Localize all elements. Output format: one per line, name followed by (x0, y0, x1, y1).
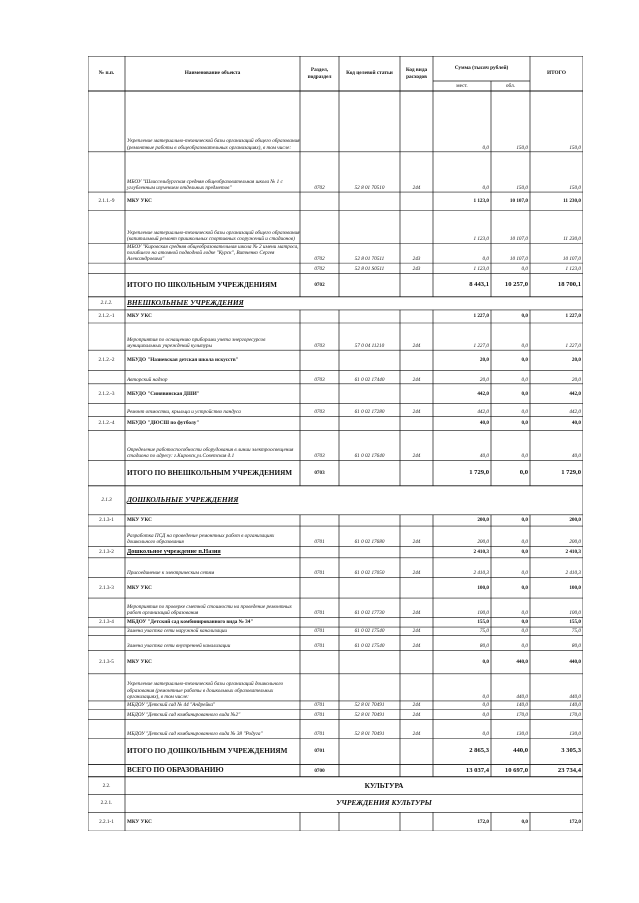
row-kvr: 244 (412, 539, 421, 546)
row-number (88, 152, 125, 192)
col-header-kvr: Код вида расходов (405, 67, 428, 80)
row-razdel (300, 310, 339, 323)
row-obl: 10 697,0 (504, 766, 528, 774)
row-number (88, 598, 125, 618)
row-kcs: 52 8 01 70491 (354, 712, 385, 719)
row-razdel: 0702 (314, 255, 325, 262)
row-itogo: 23 734,4 (557, 766, 581, 774)
col-header-name: Наименование объекта (184, 70, 241, 77)
row-razdel: 0703 (314, 409, 325, 416)
row-itogo: 18 700,1 (557, 281, 581, 288)
row-razdel: 0702 (314, 184, 325, 191)
row-razdel: 0702 (314, 266, 325, 273)
row-itogo: 20,0 (571, 376, 581, 383)
row-razdel: 0701 (314, 702, 325, 709)
row-obl: 0,0 (521, 313, 528, 320)
row-mest: 1 123,0 (473, 198, 489, 205)
row-mest: 20,0 (479, 357, 489, 364)
row-razdel: 0701 (314, 570, 325, 577)
row-kvr: 244 (412, 342, 421, 349)
row-razdel (300, 350, 339, 371)
row-razdel (300, 577, 339, 598)
row-kcs (339, 812, 400, 831)
row-number: 2.1.3-3 (99, 584, 114, 591)
row-kvr: 244 (412, 453, 421, 460)
row-itogo: 3 305,3 (561, 747, 581, 755)
row-kcs: 61 0 02 17730 (354, 610, 385, 617)
row-name: Укрепление материально-технической базы организаций общего образования (капитальный ремонт пришкольных спортивных сооружений и стадионов) (127, 230, 300, 243)
row-obl: 130,0 (516, 731, 528, 738)
row-kcs (339, 577, 400, 598)
row-name: Замена участка сети наружной канализации (127, 628, 228, 635)
row-number: 2.1.1.-9 (98, 198, 115, 205)
row-razdel (300, 417, 339, 431)
row-mest: 442,0 (477, 390, 489, 397)
row-mest: 1 123,0 (473, 236, 489, 243)
row-itogo: 75,0 (571, 628, 581, 635)
row-razdel (300, 547, 339, 558)
row-name: Ремонт отмостки, крыльца и устройство пандуса (127, 409, 241, 416)
row-name: МБДОУ "Детский сад № 44 "Андрейка" (127, 702, 216, 709)
row-itogo: 2 410,3 (565, 570, 581, 577)
row-itogo: 172,0 (569, 818, 581, 825)
row-obl: 10 107,0 (509, 236, 528, 243)
row-kvr (400, 577, 433, 598)
row-obl: 0,0 (521, 266, 528, 273)
row-itogo: 440,0 (569, 659, 581, 666)
row-number: 2.1.3-4 (99, 619, 114, 626)
row-kvr: 244 (412, 702, 421, 709)
row-razdel: 0703 (314, 342, 325, 349)
row-number (88, 91, 125, 152)
row-name: МКУ УКС (127, 818, 152, 825)
row-razdel: 0700 (314, 767, 325, 774)
row-itogo: 150,0 (569, 184, 581, 191)
row-razdel: 0701 (314, 628, 325, 635)
row-kvr (400, 91, 433, 152)
row-name: Замена участка сети внутренней канализации (127, 643, 231, 650)
row-number (88, 273, 125, 296)
row-name: МБУДО "Назиевская детская школа искусств" (127, 357, 239, 364)
row-number (88, 526, 125, 547)
row-number: 2.1.3-1 (99, 517, 114, 524)
row-kcs (339, 310, 400, 323)
row-number (88, 765, 125, 777)
row-itogo: 11 230,0 (563, 198, 581, 205)
col-header-mest: мест. (456, 82, 468, 89)
row-obl: 440,0 (513, 747, 528, 755)
row-itogo: 1 227,0 (565, 342, 581, 349)
row-kvr: 243 (412, 255, 421, 262)
row-kvr: 244 (412, 643, 421, 650)
row-kcs (339, 650, 400, 673)
row-kcs (339, 765, 400, 777)
row-kvr: 244 (412, 184, 421, 191)
row-name: МБОУ "Шлиссельбургская средняя общеобразовательная школа № 1 с углубленным изучением отдельных предметов" (127, 178, 283, 191)
row-razdel: 0701 (314, 610, 325, 617)
row-number: 2.2.1. (100, 800, 113, 807)
row-razdel: 0703 (314, 453, 325, 460)
row-obl: 0,0 (521, 643, 528, 650)
row-itogo: 1 729,0 (561, 469, 581, 477)
row-number (88, 403, 125, 416)
row-name: ВСЕГО ПО ОБРАЗОВАНИЮ (127, 766, 224, 775)
row-mest: 20,0 (479, 376, 489, 383)
row-itogo: 40,0 (571, 420, 581, 427)
row-itogo: 200,0 (569, 517, 581, 524)
row-kcs (339, 618, 400, 627)
row-name: ИТОГО ПО ДОШКОЛЬНЫМ УЧРЕЖДЕНИЯМ (127, 747, 288, 756)
row-kvr (400, 211, 433, 244)
row-number (88, 709, 125, 719)
row-name: Определение работоспособности оборудования в линии электроосвещения стадиона по адресу: г.Кировск,ул.Советская д.1 (127, 447, 294, 460)
row-number: 2.1.2.-3 (98, 390, 115, 397)
row-itogo: 40,0 (571, 453, 581, 460)
row-mest: 13 037,4 (465, 766, 489, 774)
row-number: 2.1.2.-2 (98, 357, 115, 364)
row-obl: 0,0 (521, 409, 528, 416)
row-kcs: 61 0 02 17280 (354, 409, 385, 416)
row-mest: 200,0 (477, 539, 489, 546)
row-mest: 1 227,0 (473, 342, 489, 349)
row-mest: 172,0 (477, 818, 489, 825)
row-kvr: 244 (412, 712, 421, 719)
row-kvr (400, 417, 433, 431)
row-obl: 150,0 (516, 184, 528, 191)
row-mest: 2 410,3 (473, 570, 489, 577)
row-mest: 40,0 (479, 420, 489, 427)
row-kvr (400, 650, 433, 673)
row-kvr (400, 350, 433, 371)
row-name: Дошкольное учреждение п.Назия (127, 548, 221, 556)
row-razdel: 0703 (314, 376, 325, 383)
col-header-number: № п.п. (98, 70, 115, 77)
row-kvr (400, 461, 433, 486)
row-mest: 80,0 (479, 643, 489, 650)
row-kcs (339, 738, 400, 764)
row-mest: 0,0 (482, 144, 489, 151)
row-name: МКУ УКС (127, 198, 152, 205)
row-kcs (339, 192, 400, 211)
row-itogo: 10 107,0 (562, 255, 581, 262)
row-number: 2.1.2. (100, 300, 113, 307)
row-name: МБОУ "Кировская средняя общеобразовательная школа № 2 имени матроса, погибшего на атомной подводной лодке "Курск", Витченко Сергея Александровича" (127, 243, 299, 262)
row-mest: 0,0 (482, 693, 489, 700)
row-mest: 2 865,3 (469, 747, 489, 755)
row-number (88, 558, 125, 578)
row-obl: 0,0 (521, 818, 528, 825)
row-name: Авторский надзор (127, 376, 168, 383)
row-number: 2.1.2.-4 (98, 420, 115, 427)
row-obl: 0,0 (519, 469, 528, 477)
row-kcs: 57 0 04 11210 (354, 342, 385, 349)
row-kvr (400, 618, 433, 627)
row-mest: 0,0 (482, 255, 489, 262)
row-itogo: 2 410,3 (565, 549, 581, 556)
row-razdel: 0703 (314, 470, 325, 477)
row-obl: 440,0 (516, 659, 528, 666)
row-number (88, 635, 125, 650)
col-header-obl: обл. (505, 82, 516, 89)
row-kvr (400, 273, 433, 296)
row-razdel (300, 192, 339, 211)
row-number: 2.2. (102, 782, 111, 789)
row-razdel: 0702 (314, 282, 325, 288)
row-name: МКУ УКС (127, 313, 152, 320)
row-kvr (400, 547, 433, 558)
row-kcs: 61 0 02 17440 (354, 376, 385, 383)
row-itogo: 130,0 (569, 731, 581, 738)
row-number: 2.1.3-2 (99, 549, 114, 556)
row-kcs (339, 211, 400, 244)
row-mest: 0,0 (482, 659, 489, 666)
row-razdel (300, 384, 339, 404)
row-obl: 0,0 (521, 376, 528, 383)
row-obl: 0,0 (521, 570, 528, 577)
row-mest: 0,0 (482, 731, 489, 738)
row-mest: 40,0 (479, 453, 489, 460)
row-mest: 0,0 (482, 702, 489, 709)
row-number (88, 701, 125, 709)
row-itogo: 442,0 (569, 390, 581, 397)
row-obl: 0,0 (521, 453, 528, 460)
row-name: Мероприятия по оснащению приборами учета энергоресурсов муниципальных учреждений культуры (127, 336, 266, 349)
row-itogo: 155,0 (569, 619, 581, 626)
row-name: МБДОУ "Детский сад комбинированного вида №2" (127, 712, 241, 719)
row-mest: 200,0 (477, 517, 489, 524)
col-header-razdel: Раздел, подраздел (307, 67, 332, 80)
row-name: Присоединение к электрическим сетям (127, 570, 215, 577)
row-razdel (300, 812, 339, 831)
row-number (88, 371, 125, 384)
row-mest: 1 123,0 (473, 266, 489, 273)
row-name: МКУ УКС (127, 584, 152, 591)
row-kcs (339, 461, 400, 486)
row-kvr (400, 384, 433, 404)
row-mest: 2 410,3 (473, 549, 489, 556)
row-mest: 75,0 (479, 628, 489, 635)
row-itogo: 100,0 (569, 584, 581, 591)
row-itogo: 442,0 (569, 409, 581, 416)
row-name: Укрепление материально-технической базы организаций дошкольного образования (ремонтные работы в дошкольных образовательных организациях), в том числе: (127, 681, 284, 700)
row-number: 2.1.2.-1 (98, 313, 115, 320)
row-name: МБДОУ "Детский сад комбинированного вида № 34" (127, 619, 254, 626)
row-name: МКУ УКС (127, 659, 152, 666)
row-kcs: 61 0 02 17680 (354, 539, 385, 546)
row-name (125, 263, 300, 273)
row-kvr: 244 (412, 610, 421, 617)
row-name: Укрепление материально-технической базы организаций общего образования (ремонтные работы в общеобразовательных организациях), в том числе: (127, 138, 300, 151)
row-name: МКУ УКС (127, 517, 152, 524)
row-mest: 0,0 (482, 712, 489, 719)
row-kcs (339, 547, 400, 558)
row-mest: 8 443,1 (469, 281, 489, 288)
row-number (88, 323, 125, 350)
row-itogo: 150,0 (569, 144, 581, 151)
row-razdel (300, 211, 339, 244)
row-obl: 0,0 (521, 610, 528, 617)
row-kcs (339, 384, 400, 404)
row-itogo: 100,0 (569, 610, 581, 617)
row-number (88, 431, 125, 461)
row-kvr: 244 (412, 570, 421, 577)
row-obl: 0,0 (521, 584, 528, 591)
row-razdel: 0701 (314, 539, 325, 546)
row-kcs (339, 91, 400, 152)
row-mest: 1 729,0 (469, 469, 489, 477)
row-kcs (339, 273, 400, 296)
row-name: УЧРЕЖДЕНИЯ КУЛЬТУРЫ (336, 798, 432, 808)
row-kvr: 243 (412, 266, 421, 273)
row-number: 2.1.3-5 (99, 659, 114, 666)
row-kcs (339, 674, 400, 701)
row-obl: 10 107,0 (509, 255, 528, 262)
row-mest: 100,0 (477, 584, 489, 591)
row-obl: 0,0 (521, 619, 528, 626)
row-kvr: 244 (412, 409, 421, 416)
row-number (88, 461, 125, 486)
row-obl: 0,0 (521, 539, 528, 546)
row-mest: 155,0 (477, 619, 489, 626)
row-name: МБДОУ "Детский сад комбинированного вида № 38 "Родуга" (127, 731, 263, 738)
row-kcs (339, 350, 400, 371)
row-kvr (400, 192, 433, 211)
row-name: Разработка ПСД на проведение ремонтных работ в организациях дошкольного образования (127, 533, 275, 546)
row-razdel (300, 650, 339, 673)
row-kcs (339, 515, 400, 526)
row-mest: 100,0 (477, 610, 489, 617)
row-kcs: 61 0 02 17640 (354, 453, 385, 460)
row-number (88, 738, 125, 764)
row-kvr: 244 (412, 731, 421, 738)
row-razdel (300, 674, 339, 701)
row-obl: 0,0 (521, 628, 528, 635)
row-obl: 0,0 (521, 549, 528, 556)
row-obl: 0,0 (521, 420, 528, 427)
row-kcs: 52 8 01 70491 (354, 731, 385, 738)
row-kvr: 244 (412, 628, 421, 635)
row-kvr (400, 515, 433, 526)
row-number (88, 211, 125, 244)
row-kcs (339, 417, 400, 431)
row-name: ВНЕШКОЛЬНЫЕ УЧРЕЖДЕНИЯ (127, 298, 244, 308)
row-number: 2.2.1-1 (99, 818, 114, 825)
row-itogo: 20,0 (571, 357, 581, 364)
row-name: Мероприятия по проверке сметной стоимости на проведение ремонтных работ организаций образования (127, 604, 292, 617)
budget-table (88, 56, 583, 831)
row-obl: 150,0 (516, 144, 528, 151)
row-razdel: 0701 (314, 748, 325, 755)
row-name: МБУДО "ДЮСШ по футболу" (127, 420, 200, 427)
row-name: МБУДО "Синявинская ДШИ" (127, 390, 200, 397)
row-number (88, 243, 125, 263)
row-razdel (300, 618, 339, 627)
row-kvr (400, 765, 433, 777)
row-obl: 170,0 (516, 712, 528, 719)
row-kvr (400, 738, 433, 764)
row-obl: 140,0 (516, 702, 528, 709)
row-name: ДОШКОЛЬНЫЕ УЧРЕЖДЕНИЯ (127, 495, 239, 505)
row-itogo: 440,0 (569, 693, 581, 700)
row-itogo: 1 227,0 (565, 313, 581, 320)
row-obl: 0,0 (521, 517, 528, 524)
row-kcs: 52 8 01 70510 (354, 184, 385, 191)
row-name: ИТОГО ПО ШКОЛЬНЫМ УЧРЕЖДЕНИЯМ (127, 280, 277, 289)
col-header-kcs: Код целевой статьи (346, 70, 393, 77)
row-number (88, 263, 125, 273)
row-itogo: 200,0 (569, 539, 581, 546)
row-razdel (300, 91, 339, 152)
col-header-itogo: ИТОГО (546, 70, 567, 77)
col-header-summa: Сумма (тысяч рублей) (454, 65, 509, 72)
row-kcs: 52 8 01 70491 (354, 702, 385, 709)
row-number: 2.1.3 (101, 497, 112, 504)
row-number (88, 720, 125, 739)
row-kcs: 52 8 01 S0511 (354, 266, 385, 273)
row-obl: 440,0 (516, 693, 528, 700)
row-kvr (400, 674, 433, 701)
row-mest: 0,0 (482, 184, 489, 191)
row-mest: 1 227,0 (473, 313, 489, 320)
row-razdel: 0701 (314, 712, 325, 719)
row-obl: 0,0 (521, 390, 528, 397)
row-number (88, 627, 125, 635)
row-number (88, 674, 125, 701)
row-obl: 0,0 (521, 342, 528, 349)
row-itogo: 1 123,0 (565, 266, 581, 273)
row-kvr: 244 (412, 376, 421, 383)
row-obl: 10 257,0 (504, 281, 528, 288)
row-kcs: 52 8 01 70511 (354, 255, 385, 262)
row-kcs: 61 0 02 17540 (354, 628, 385, 635)
row-mest: 442,0 (477, 409, 489, 416)
row-itogo: 170,0 (569, 712, 581, 719)
row-kcs: 61 0 02 17050 (354, 570, 385, 577)
row-kvr (400, 310, 433, 323)
row-name: КУЛЬТУРА (364, 780, 404, 790)
row-razdel: 0701 (314, 643, 325, 650)
row-itogo: 11 230,0 (563, 236, 581, 243)
row-kvr (400, 812, 433, 831)
row-razdel (300, 515, 339, 526)
row-name: ИТОГО ПО ВНЕШКОЛЬНЫМ УЧРЕЖДЕНИЯМ (127, 468, 293, 477)
row-itogo: 80,0 (571, 643, 581, 650)
row-obl: 10 107,0 (509, 198, 528, 205)
row-razdel: 0701 (314, 731, 325, 738)
row-kcs: 61 0 02 17540 (354, 643, 385, 650)
row-itogo: 140,0 (569, 702, 581, 709)
row-obl: 0,0 (521, 357, 528, 364)
